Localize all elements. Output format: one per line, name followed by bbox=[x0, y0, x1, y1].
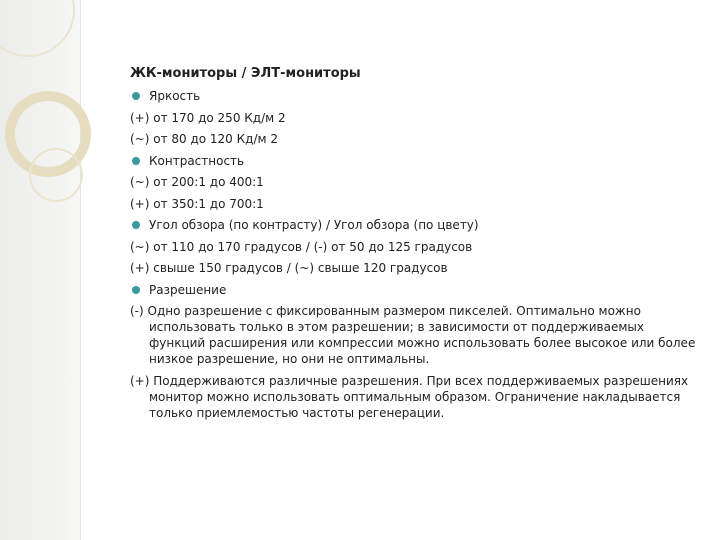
text-line: (~) от 80 до 120 Кд/м 2 bbox=[130, 132, 278, 146]
bullet-icon bbox=[131, 156, 141, 166]
text-line: (+) от 350:1 до 700:1 bbox=[130, 196, 264, 211]
bullet-text: Угол обзора (по контрасту) / Угол обзора (по цвету) bbox=[149, 218, 479, 232]
text-line: (+) свыше 150 градусов / (~) свыше 120 градусов bbox=[130, 261, 448, 275]
bullet-text: Разрешение bbox=[149, 282, 227, 297]
decorative-rings bbox=[0, 0, 120, 300]
bullet-item bbox=[130, 217, 700, 233]
text-line: (+) от 170 до 250 Кд/м 2 bbox=[130, 110, 286, 125]
slide-title: ЖК-мониторы / ЭЛТ-мониторы bbox=[130, 66, 361, 81]
bullet-icon bbox=[131, 220, 141, 230]
bullet-text: Яркость bbox=[149, 89, 201, 103]
text-line: (~) от 200:1 до 400:1 bbox=[130, 175, 264, 189]
slide-content bbox=[130, 66, 700, 426]
bullet-item bbox=[130, 153, 700, 169]
content-lines bbox=[130, 88, 700, 421]
bullet-item bbox=[130, 88, 700, 104]
bullet-icon bbox=[131, 285, 141, 295]
text-line: (+) Поддерживаются различные разрешения. При всех поддерживаемых разрешениях монитор можно использовать оптимальным образом. Ограничение накладывается только приемлемостью частоты регенерации. bbox=[130, 373, 689, 420]
text-line: (-) Одно разрешение с фиксированным размером пикселей. Оптимально можно использовать только в этом разрешении; в зависимости от поддерживаемых функций расширения или компрессии можно использовать более высокое или более низкое разрешение, но они не оптимальны. bbox=[130, 304, 696, 366]
bullet-item bbox=[130, 282, 700, 298]
bullet-text: Контрастность bbox=[149, 153, 245, 168]
text-line: (~) от 110 до 170 градусов / (-) от 50 до 125 градусов bbox=[130, 239, 473, 254]
bullet-icon bbox=[131, 91, 141, 101]
